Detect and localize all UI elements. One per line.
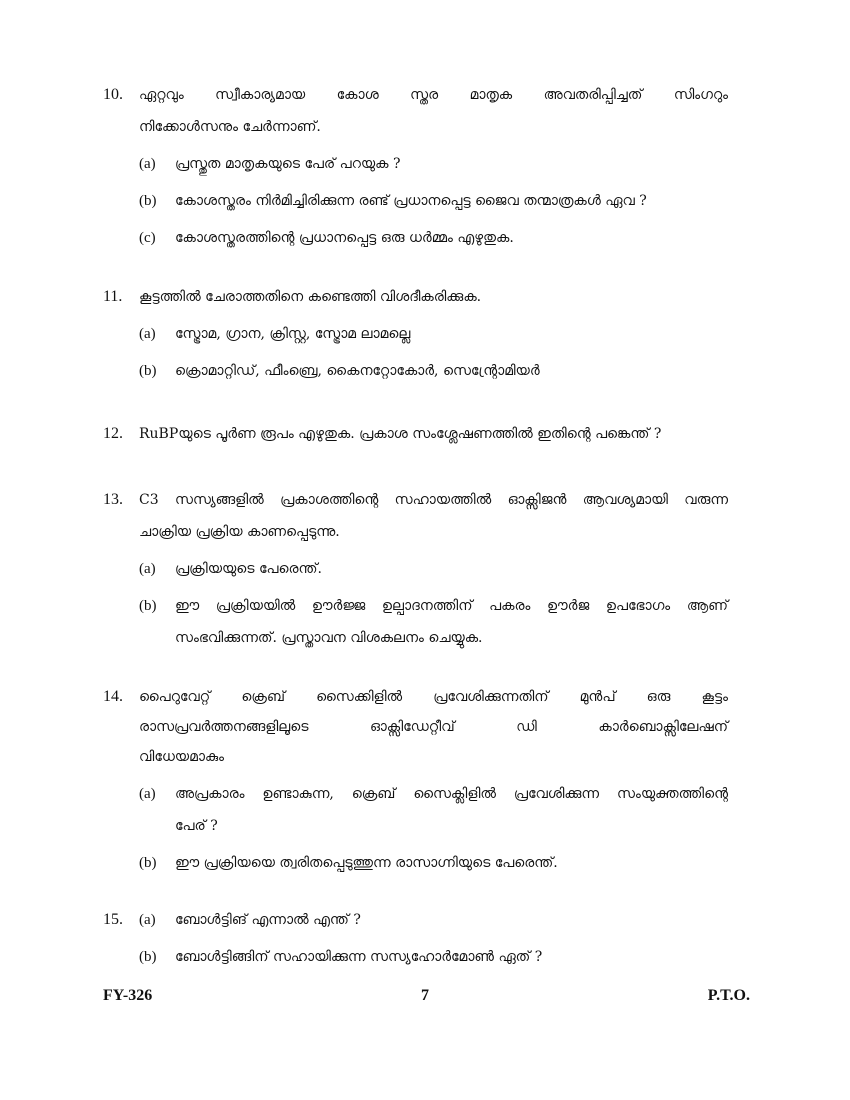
- question-number: 14.: [103, 688, 123, 705]
- sub-question-a: [139, 784, 728, 836]
- sub-label: (b): [139, 949, 157, 965]
- sub-text: കോശസ്തരത്തിന്റെ പ്രധാനപ്പെട്ട ഒരു ധർമ്മം എഴുതുക.: [175, 230, 514, 246]
- question-14: [103, 687, 728, 873]
- sub-text: ഈ പ്രക്രിയയെ ത്വരിതപ്പെടുത്തുന്ന രാസാഗ്നിയുടെ പേരെന്ത്.: [175, 855, 558, 871]
- sub-question-b: [139, 191, 728, 211]
- sub-label: (b): [139, 363, 157, 379]
- sub-question-c: [139, 228, 728, 248]
- question-13: [103, 490, 728, 648]
- question-12: [103, 424, 728, 444]
- sub-text-continued: പേര് ?: [175, 818, 218, 834]
- question-11: [103, 287, 728, 381]
- sub-label: (b): [139, 598, 157, 614]
- sub-question-a: [139, 910, 728, 930]
- sub-label: (a): [139, 156, 156, 172]
- sub-text-continued: സംഭവിക്കുന്നത്. പ്രസ്താവന വിശകലനം ചെയ്യുക.: [175, 630, 483, 646]
- question-number: 10.: [103, 86, 123, 103]
- sub-text: പ്രക്രിയയുടെ പേരെന്ത്.: [175, 561, 322, 577]
- sub-text: സ്ട്രോമ, ഗ്രാന, ക്രിസ്റ്റ, സ്ട്രോമ ലാമല്ലെ: [175, 326, 411, 342]
- sub-label: (b): [139, 855, 157, 871]
- question-text-continued: നിക്കോൾസനും ചേർന്നാണ്.: [139, 119, 321, 135]
- sub-question-a: [139, 154, 728, 174]
- question-text: C3 സസ്യങ്ങളിൽ പ്രകാശത്തിന്റെ സഹായത്തിൽ ഓക്സിജൻ ആവശ്യമായി വരുന്ന: [139, 492, 728, 508]
- question-number: 11.: [103, 288, 123, 305]
- sub-question-b: [139, 853, 728, 873]
- sub-text: ബോൾട്ടിങ് എന്നാൽ എന്ത് ?: [175, 912, 361, 928]
- question-number: 12.: [103, 425, 123, 442]
- question-text-continued: വിധേയമാകും: [139, 749, 225, 765]
- sub-question-b: [139, 596, 728, 648]
- sub-text: ഈ പ്രക്രിയയിൽ ഊർജ്ജ ഉല്പാദനത്തിന് പകരം ഊർജ ഉപഭോഗം ആണ്: [175, 598, 728, 614]
- sub-text: അപ്രകാരം ഉണ്ടാകുന്ന, ക്രെബ് സൈക്ലിളിൽ പ്രവേശിക്കുന്ന സംയുക്തത്തിന്റെ: [175, 786, 728, 802]
- sub-text: ക്രൊമാറ്റിഡ്, ഫീംബ്രെ, കൈനറ്റോകോർ, സെന്റ്രോമിയർ: [175, 363, 540, 379]
- question-text: കൂട്ടത്തിൽ ചേരാത്തതിനെ കണ്ടെത്തി വിശദീകരിക്കുക.: [139, 289, 482, 305]
- page-number: 7: [421, 987, 429, 1004]
- paper-code: FY-326: [103, 987, 153, 1004]
- sub-question-b: [139, 361, 728, 381]
- question-text-continued: ചാക്രിയ പ്രക്രിയ കാണപ്പെടുന്നു.: [139, 524, 340, 540]
- sub-text: കോശസ്തരം നിർമിച്ചിരിക്കുന്ന രണ്ട് പ്രധാനപ്പെട്ട ജൈവ തന്മാത്രകൾ ഏവ ?: [175, 193, 647, 209]
- sub-label: (b): [139, 193, 157, 209]
- sub-label: (a): [139, 912, 156, 928]
- question-10: [103, 85, 728, 248]
- sub-question-b: [139, 947, 728, 967]
- question-15: [103, 910, 728, 967]
- sub-label: (c): [139, 230, 156, 246]
- question-text: ഏറ്റവും സ്വീകാര്യമായ കോശ സ്തര മാതൃക അവതരിപ്പിച്ചത് സിംഗറും: [139, 87, 728, 103]
- question-text: പൈറുവേറ്റ് ക്രെബ് സൈക്കിളിൽ പ്രവേശിക്കുന്നതിന് മുൻപ് ഒരു കൂട്ടം: [139, 689, 728, 705]
- please-turn-over: P.T.O.: [707, 987, 750, 1004]
- sub-text: ബോൾട്ടിങ്ങിന് സഹായിക്കുന്ന സസ്യഹോർമോൺ ഏത് ?: [175, 949, 543, 965]
- question-text-line2: രാസപ്രവർത്തനങ്ങളിലൂടെ ഓക്സിഡേറ്റീവ് ഡി കാർബൊക്സിലേഷന്: [139, 719, 728, 735]
- sub-label: (a): [139, 326, 156, 342]
- sub-text: പ്രസ്തുത മാതൃകയുടെ പേര് പറയുക ?: [175, 156, 401, 172]
- question-number: 15.: [103, 911, 123, 928]
- sub-question-a: [139, 559, 728, 579]
- question-text: RuBPയുടെ പൂർണ രൂപം എഴുതുക. പ്രകാശ സംശ്ലേഷണത്തിൽ ഇതിന്റെ പങ്കെന്ത് ?: [139, 426, 662, 442]
- question-number: 13.: [103, 491, 123, 508]
- sub-question-a: [139, 324, 728, 344]
- sub-label: (a): [139, 786, 156, 802]
- sub-label: (a): [139, 561, 156, 577]
